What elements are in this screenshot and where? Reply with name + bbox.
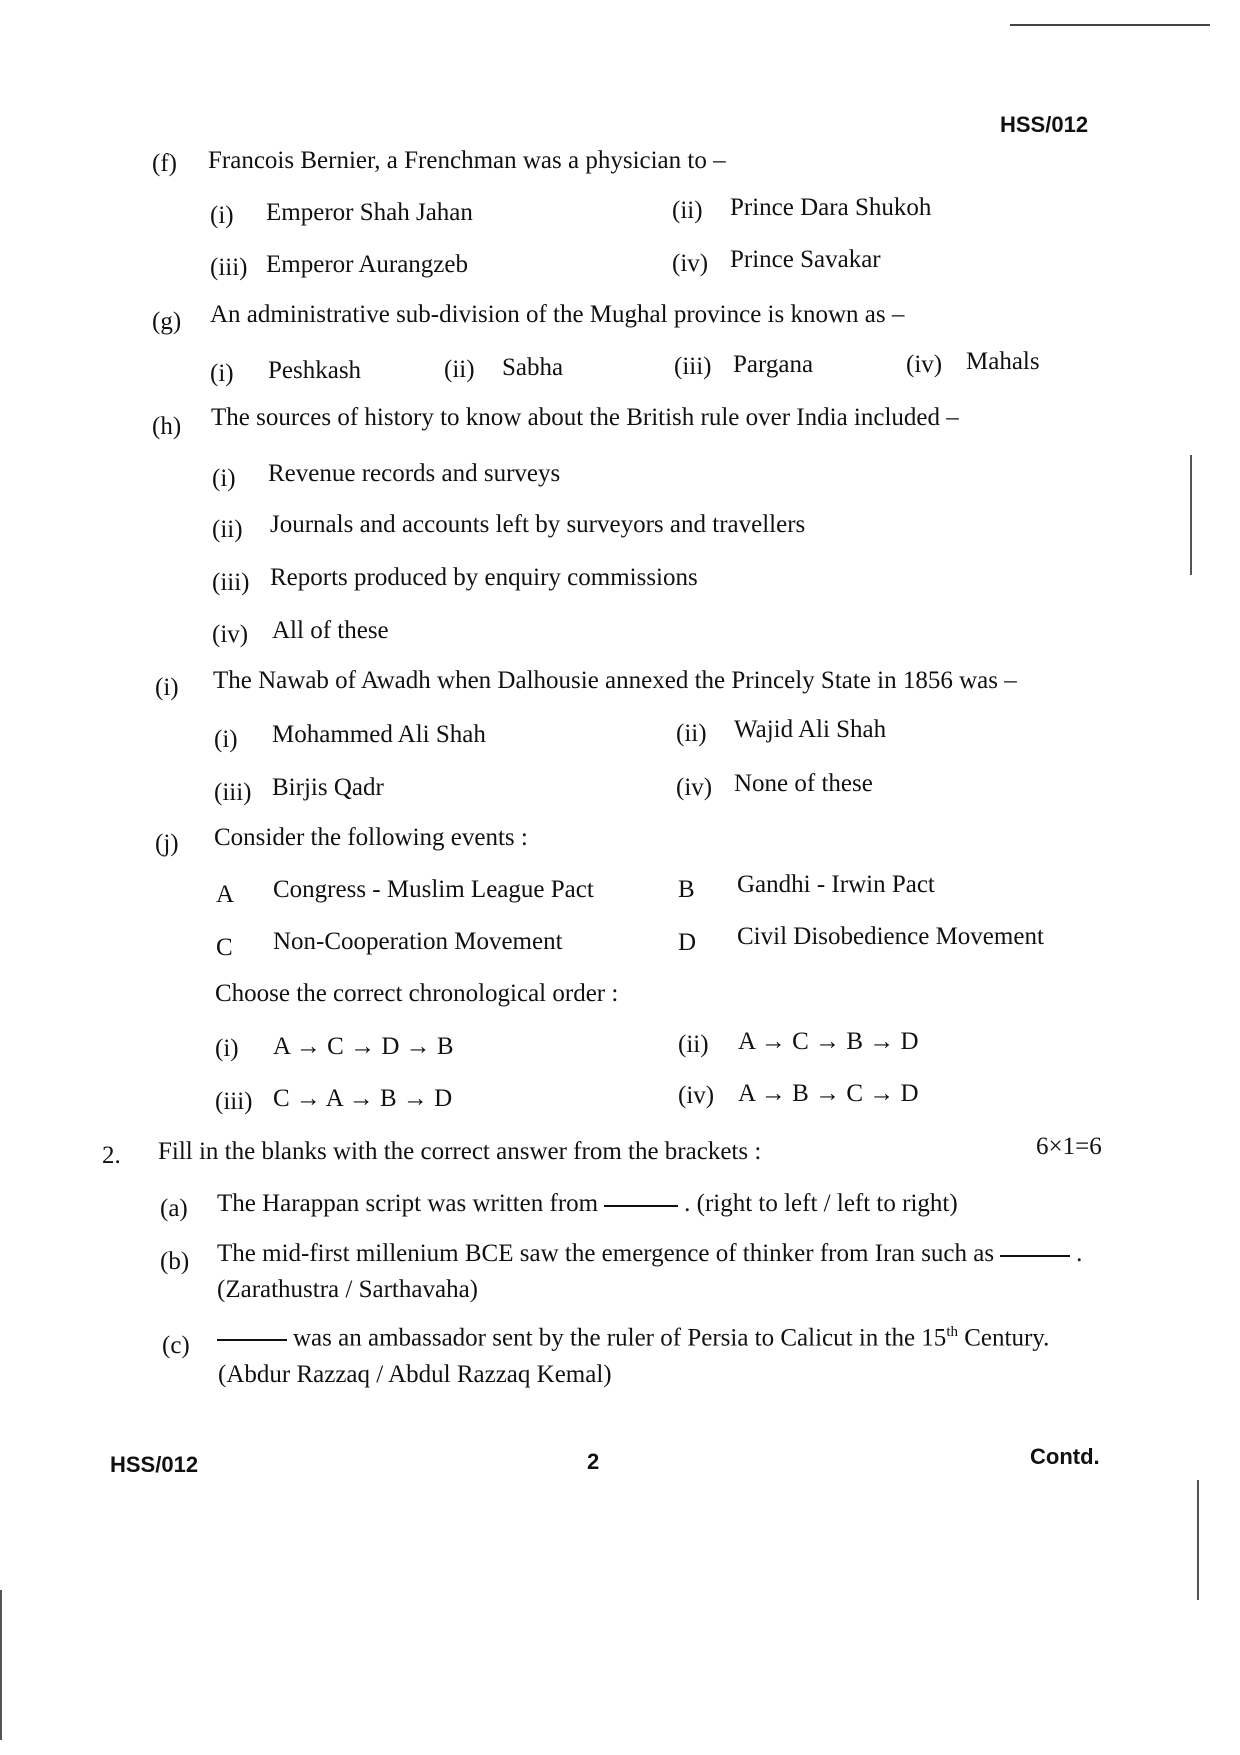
option-num: (ii) [672, 197, 703, 224]
scan-edge-line [1197, 1480, 1199, 1600]
answer-blank [217, 1339, 287, 1341]
answer-blank [1000, 1255, 1070, 1257]
option-text: Prince Savakar [730, 246, 881, 273]
header-code: HSS/012 [1000, 112, 1089, 137]
event-text: Civil Disobedience Movement [737, 923, 1044, 950]
footer-code: HSS/012 [110, 1452, 199, 1477]
option-text: None of these [734, 770, 873, 797]
option-text: Prince Dara Shukoh [730, 194, 932, 221]
question-2-number: 2. [102, 1142, 121, 1169]
question-i-text: The Nawab of Awadh when Dalhousie annexed the Princely State in 1856 was – [213, 667, 1017, 694]
fill-item-text: Century. [957, 1324, 1050, 1352]
question-j-label: (j) [155, 830, 179, 857]
option-text: All of these [272, 617, 389, 644]
event-key: A [216, 881, 235, 908]
event-text: Non-Cooperation Movement [273, 928, 563, 955]
fill-item-label: (c) [162, 1332, 190, 1359]
option-num: (iii) [215, 1088, 253, 1115]
event-text: Congress - Muslim League Pact [273, 876, 594, 903]
option-num: (iii) [212, 569, 250, 596]
fill-item-b [217, 1240, 1082, 1268]
question-f-label: (f) [152, 150, 177, 177]
question-g-label: (g) [152, 308, 182, 335]
event-key: D [678, 929, 697, 956]
option-num: (iii) [674, 353, 712, 380]
option-num: (ii) [212, 516, 243, 543]
question-h-text: The sources of history to know about the British rule over India included – [211, 404, 959, 431]
event-text: Gandhi - Irwin Pact [737, 871, 935, 898]
option-num: (i) [210, 360, 234, 387]
fill-item-text: was an ambassador sent by the ruler of Persia to Calicut in the 15 [293, 1324, 947, 1352]
scan-edge-line [1190, 455, 1192, 575]
option-num: (ii) [678, 1031, 709, 1058]
scan-edge-line [0, 1590, 2, 1740]
option-text: Journals and accounts left by surveyors and travellers [270, 511, 806, 538]
option-text: Sabha [502, 354, 564, 381]
event-key: B [678, 876, 695, 903]
option-num: (iii) [214, 779, 252, 806]
fill-item-text: . (right to left / left to right) [684, 1190, 958, 1217]
option-text: Wajid Ali Shah [734, 716, 887, 743]
question-2-marks: 6×1=6 [1036, 1133, 1102, 1160]
option-num: (ii) [444, 356, 475, 383]
option-text: A → C → D → B [273, 1033, 454, 1060]
fill-item-choices: (Zarathustra / Sarthavaha) [217, 1276, 478, 1303]
fill-item-label: (a) [160, 1195, 188, 1222]
option-text: Pargana [733, 351, 814, 378]
option-num: (iv) [906, 351, 943, 378]
option-num: (iv) [672, 250, 709, 277]
contd-label: Contd. [1030, 1444, 1100, 1469]
option-num: (i) [214, 726, 238, 753]
question-h-label: (h) [152, 413, 182, 440]
fill-item-c [217, 1324, 1049, 1352]
option-num: (i) [212, 465, 236, 492]
option-num: (i) [215, 1035, 239, 1062]
option-text: Reports produced by enquiry commissions [270, 564, 698, 591]
option-text: Emperor Shah Jahan [266, 199, 473, 226]
question-g-text: An administrative sub-division of the Mughal province is known as – [210, 301, 905, 328]
question-i-label: (i) [155, 674, 179, 701]
fill-item-text: The mid-first millenium BCE saw the emergence of thinker from Iran such as [217, 1240, 995, 1267]
fill-item-text: The Harappan script was written from [217, 1190, 599, 1217]
option-text: Emperor Aurangzeb [266, 251, 469, 278]
option-num: (iii) [210, 254, 248, 281]
option-num: (i) [210, 202, 234, 229]
option-text: Birjis Qadr [272, 774, 384, 801]
fill-item-label: (b) [160, 1248, 190, 1275]
option-text: Revenue records and surveys [268, 460, 561, 487]
fill-item-text: . [1076, 1240, 1083, 1267]
option-num: (iv) [676, 774, 713, 801]
fill-item-a [217, 1190, 958, 1218]
option-text: A → B → C → D [738, 1080, 919, 1107]
option-num: (iv) [212, 621, 249, 648]
question-2-text: Fill in the blanks with the correct answer from the brackets : [158, 1138, 762, 1165]
option-text: C → A → B → D [273, 1085, 453, 1112]
question-j-prompt: Choose the correct chronological order : [215, 980, 619, 1007]
answer-blank [604, 1205, 678, 1207]
option-text: A → C → B → D [738, 1028, 919, 1055]
option-text: Peshkash [268, 357, 362, 384]
fill-item-choices: (Abdur Razzaq / Abdul Razzaq Kemal) [218, 1361, 612, 1388]
question-f-text: Francois Bernier, a Frenchman was a physician to – [208, 147, 726, 174]
page-number: 2 [587, 1449, 600, 1474]
option-text: Mohammed Ali Shah [272, 721, 486, 748]
question-j-text: Consider the following events : [214, 824, 528, 851]
option-text: Mahals [966, 348, 1040, 375]
option-num: (iv) [678, 1082, 715, 1109]
event-key: C [216, 934, 233, 961]
fill-item-sup: th [946, 1324, 958, 1340]
top-rule [1010, 24, 1210, 26]
option-num: (ii) [676, 720, 707, 747]
